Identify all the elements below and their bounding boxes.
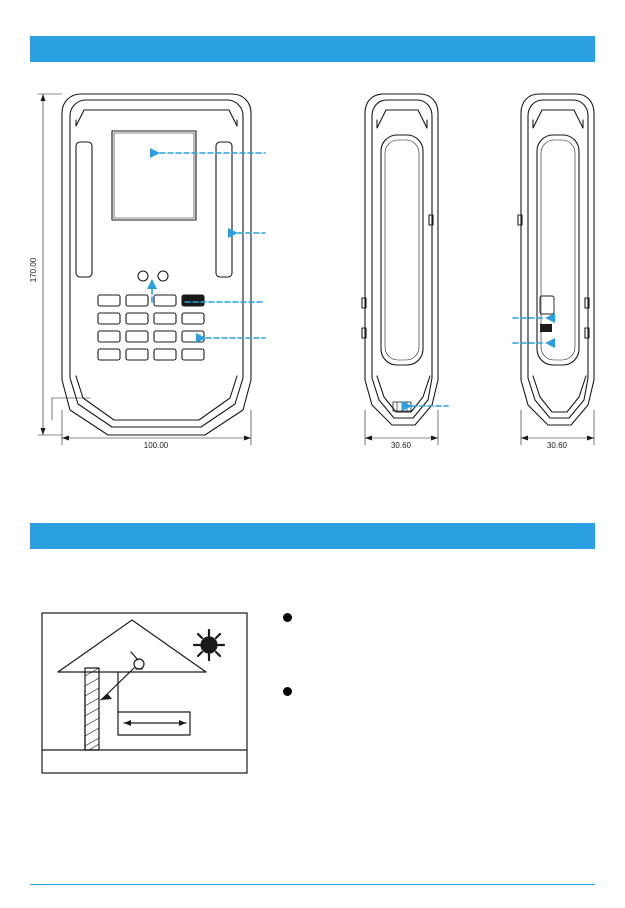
- side-view-right: [518, 94, 594, 445]
- side-right-width-dimension-text: 30.60: [546, 441, 568, 450]
- lamp-icon: [131, 652, 144, 669]
- front-view-outline: [62, 94, 251, 435]
- keypad: [98, 295, 204, 360]
- footer-divider: [30, 884, 595, 885]
- bullet-icon: [283, 613, 292, 622]
- sun-icon: [194, 630, 224, 660]
- device-hatching: [85, 668, 99, 750]
- front-width-dimension-text: 100.00: [143, 441, 169, 450]
- bullet-icon: [283, 687, 292, 696]
- front-height-dimension-text: 170.00: [29, 257, 38, 283]
- device-screen: [112, 131, 196, 220]
- technical-drawing: [0, 80, 625, 460]
- card-strip-left: [76, 142, 92, 277]
- callout-arrowheads: [147, 148, 555, 411]
- callout-leaders: [152, 153, 545, 406]
- section-header-dimensions: [30, 36, 595, 62]
- list-item: [283, 608, 583, 622]
- indicator-led-2: [158, 271, 168, 281]
- house-roof: [58, 620, 206, 672]
- section-header-installation: [30, 523, 595, 549]
- installation-notes-list: [283, 608, 583, 756]
- card-strip-right: [216, 142, 232, 277]
- indicator-led-1: [138, 271, 148, 281]
- side-view-left: [362, 94, 438, 445]
- list-item: [283, 682, 583, 696]
- side-left-width-dimension-text: 30.60: [390, 441, 412, 450]
